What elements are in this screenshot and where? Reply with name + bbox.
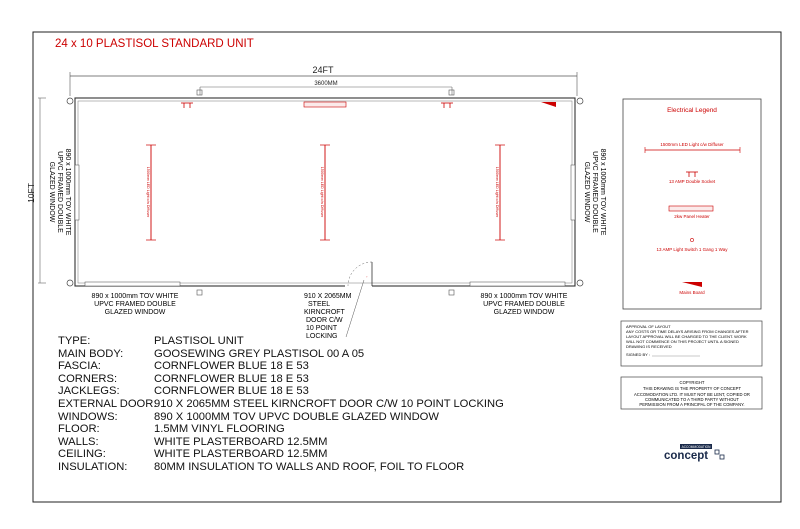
svg-text:ANY COSTS OR TIME DELAYS ARISI: ANY COSTS OR TIME DELAYS ARISING FROM CHANGES AFTER bbox=[626, 329, 749, 334]
svg-text:LOCKING: LOCKING bbox=[306, 333, 338, 340]
window-left-end bbox=[75, 165, 79, 220]
svg-text:10 POINT: 10 POINT bbox=[306, 325, 338, 332]
door-leader-line bbox=[346, 280, 364, 337]
legend-item-mains-board bbox=[679, 282, 705, 295]
width-dimension-label: 10FT bbox=[26, 183, 36, 203]
spec-row-main-body bbox=[58, 348, 504, 361]
legend-title: Electrical Legend bbox=[667, 107, 717, 114]
spec-key: FASCIA: bbox=[58, 360, 101, 373]
led-light-1 bbox=[146, 145, 156, 240]
approval-text bbox=[626, 324, 749, 349]
spec-row-external-door bbox=[58, 398, 504, 411]
mains-board bbox=[541, 102, 556, 107]
svg-text:UPVC FRAMED DOUBLE: UPVC FRAMED DOUBLE bbox=[591, 151, 598, 233]
svg-text:910 X 2065MM: 910 X 2065MM bbox=[304, 293, 352, 300]
spec-key: EXTERNAL DOOR: bbox=[58, 397, 157, 410]
corner-post-top-right bbox=[577, 98, 583, 104]
svg-text:GLAZED WINDOW: GLAZED WINDOW bbox=[104, 309, 166, 316]
legend-item-double-socket bbox=[669, 172, 716, 184]
legend-item-panel-heater bbox=[669, 206, 713, 219]
spec-row-jacklegs bbox=[58, 385, 504, 398]
logo-mark-square-1 bbox=[715, 450, 719, 454]
spec-value: 890 X 1000MM TOV UPVC DOUBLE GLAZED WINDOW bbox=[154, 410, 439, 423]
svg-text:ACCOMODATION LTD. IT MUST NOT: ACCOMODATION LTD. IT MUST NOT BE LENT, COPIED OR bbox=[634, 392, 750, 397]
svg-text:GLAZED WINDOW: GLAZED WINDOW bbox=[583, 161, 590, 223]
corner-post-bottom-right bbox=[577, 280, 583, 286]
spec-key: TYPE: bbox=[58, 335, 91, 347]
svg-text:1500mm LED Light c/w Diffuser: 1500mm LED Light c/w Diffuser bbox=[660, 142, 724, 147]
svg-text:APPROVAL OF LAYOUT: APPROVAL OF LAYOUT bbox=[626, 324, 671, 329]
svg-text:2kw Panel Heater: 2kw Panel Heater bbox=[674, 214, 710, 219]
spec-row-insulation bbox=[58, 461, 504, 474]
spec-key: WALLS: bbox=[58, 435, 99, 448]
spec-row-windows bbox=[58, 411, 504, 424]
corner-post-top-left bbox=[67, 98, 73, 104]
drawing-title: 24 x 10 PLASTISOL STANDARD UNIT bbox=[55, 38, 254, 50]
spec-key: WINDOWS: bbox=[58, 410, 118, 423]
door-label bbox=[304, 293, 352, 340]
led-light-2 bbox=[320, 145, 330, 240]
svg-text:13 AMP Double Socket: 13 AMP Double Socket bbox=[668, 179, 716, 184]
svg-text:DOOR C/W: DOOR C/W bbox=[306, 317, 343, 324]
spec-value: WHITE PLASTERBOARD 12.5MM bbox=[154, 435, 328, 448]
length-dimension-label: 24FT bbox=[312, 65, 334, 75]
door-swing-arc bbox=[348, 262, 372, 286]
led-light-2-label: 1500mm LED Light c/w Diffuser bbox=[320, 166, 324, 218]
electrical-legend-box bbox=[623, 99, 761, 309]
legend-item-led-light bbox=[645, 142, 740, 153]
svg-text:UPVC FRAMED DOUBLE: UPVC FRAMED DOUBLE bbox=[56, 151, 63, 233]
spec-key: CEILING: bbox=[58, 448, 106, 461]
jackleg-top-left bbox=[197, 90, 202, 95]
svg-text:LAYOUT APPROVAL WILL BE CHARGE: LAYOUT APPROVAL WILL BE CHARGED TO THE CLIENT. WORK bbox=[626, 334, 747, 339]
svg-text:KIRNCROFT: KIRNCROFT bbox=[304, 309, 345, 316]
svg-text:UPVC FRAMED DOUBLE: UPVC FRAMED DOUBLE bbox=[94, 301, 176, 308]
spec-row-ceiling bbox=[58, 448, 504, 461]
double-socket-1 bbox=[181, 103, 193, 108]
jackleg-top-right bbox=[449, 90, 454, 95]
window-label-bottom-right bbox=[481, 293, 568, 316]
window-bottom-right bbox=[470, 282, 565, 286]
svg-text:COMMUNICATED TO A THIRD PARTY: COMMUNICATED TO A THIRD PARTY WITHOUT bbox=[645, 397, 739, 402]
svg-text:UPVC FRAMED DOUBLE: UPVC FRAMED DOUBLE bbox=[483, 301, 565, 308]
spec-value: CORNFLOWER BLUE 18 E 53 bbox=[154, 385, 309, 398]
spec-list bbox=[58, 335, 504, 474]
svg-text:890 x 1000mm TOV WHITE: 890 x 1000mm TOV WHITE bbox=[480, 293, 568, 300]
svg-text:890 x 1000mm TOV WHITE: 890 x 1000mm TOV WHITE bbox=[91, 293, 179, 300]
svg-text:890 x 1000mm TOV WHITE: 890 x 1000mm TOV WHITE bbox=[599, 148, 606, 236]
jackleg-bottom-right bbox=[449, 290, 454, 295]
svg-text:GLAZED WINDOW: GLAZED WINDOW bbox=[493, 309, 555, 316]
logo-tag: ACCOMMODATION bbox=[681, 445, 711, 449]
svg-text:WILL NOT COMMENCE ON THIS PROJ: WILL NOT COMMENCE ON THIS PROJECT UNTIL A SIGNED bbox=[626, 339, 739, 344]
concept-logo bbox=[664, 444, 724, 462]
logo-mark-square-2 bbox=[720, 455, 724, 459]
spec-value: PLASTISOL UNIT bbox=[154, 335, 244, 347]
logo-word: concept bbox=[664, 450, 709, 462]
svg-text:PERMISSION FROM A PRINCIPAL OF: PERMISSION FROM A PRINCIPAL OF THE COMPANY. bbox=[639, 402, 745, 407]
led-light-3-label: 1500mm LED Light c/w Diffuser bbox=[495, 166, 499, 218]
window-right-end bbox=[571, 165, 575, 220]
svg-text:THIS DRAWING IS THE PROPERTY O: THIS DRAWING IS THE PROPERTY OF CONCEPT bbox=[642, 386, 742, 391]
spec-row-floor bbox=[58, 423, 504, 436]
spec-row-corners bbox=[58, 373, 504, 386]
svg-text:STEEL: STEEL bbox=[308, 301, 331, 308]
window-label-bottom-left bbox=[92, 293, 179, 316]
spec-key: JACKLEGS: bbox=[58, 385, 120, 398]
spec-row-walls bbox=[58, 436, 504, 449]
spec-key: CORNERS: bbox=[58, 372, 118, 385]
light-switch-door: ◦ bbox=[366, 274, 368, 279]
spec-value: CORNFLOWER BLUE 18 E 53 bbox=[154, 360, 309, 373]
spec-key: INSULATION: bbox=[58, 460, 128, 473]
spec-value: 80MM INSULATION TO WALLS AND ROOF, FOIL TO FLOOR bbox=[154, 460, 465, 473]
spec-value: WHITE PLASTERBOARD 12.5MM bbox=[154, 448, 328, 461]
spec-value: 910 X 2065MM STEEL KIRNCROFT DOOR C/W 10 POINT LOCKING bbox=[154, 397, 504, 410]
window-label-right-end bbox=[583, 149, 606, 236]
spec-value: CORNFLOWER BLUE 18 E 53 bbox=[154, 372, 309, 385]
jackleg-bottom-left bbox=[197, 290, 202, 295]
inner-dimension-label: 3600MM bbox=[314, 81, 338, 87]
svg-text:13 AMP Light Switch 1 Gang 1 W: 13 AMP Light Switch 1 Gang 1 Way bbox=[656, 247, 728, 252]
led-light-3 bbox=[495, 145, 505, 240]
spec-row-type bbox=[58, 335, 504, 348]
approval-signed-label: SIGNED BY : bbox=[626, 352, 650, 357]
led-light-1-label: 1500mm LED Light c/w Diffuser bbox=[146, 166, 150, 218]
svg-text:COPYRIGHT: COPYRIGHT bbox=[679, 380, 705, 385]
spec-key: FLOOR: bbox=[58, 423, 100, 436]
svg-text:GLAZED WINDOW: GLAZED WINDOW bbox=[48, 161, 55, 223]
corner-post-bottom-left bbox=[67, 280, 73, 286]
svg-text:890 x 1000mm TOV WHITE: 890 x 1000mm TOV WHITE bbox=[64, 148, 71, 236]
spec-key: MAIN BODY: bbox=[58, 347, 124, 360]
window-bottom-left bbox=[85, 282, 180, 286]
window-label-left-end bbox=[48, 149, 71, 236]
svg-text:DRAWING IS RECEIVED: DRAWING IS RECEIVED bbox=[626, 344, 672, 349]
double-socket-2 bbox=[441, 103, 453, 108]
spec-row-fascia bbox=[58, 360, 504, 373]
svg-text:Mains Board: Mains Board bbox=[679, 290, 705, 295]
legend-item-light-switch bbox=[656, 238, 728, 252]
panel-heater bbox=[304, 102, 346, 107]
spec-value: GOOSEWING GREY PLASTISOL 00 A 05 bbox=[154, 347, 365, 360]
copyright-text bbox=[634, 380, 750, 407]
spec-value: 1.5MM VINYL FLOORING bbox=[154, 423, 285, 436]
